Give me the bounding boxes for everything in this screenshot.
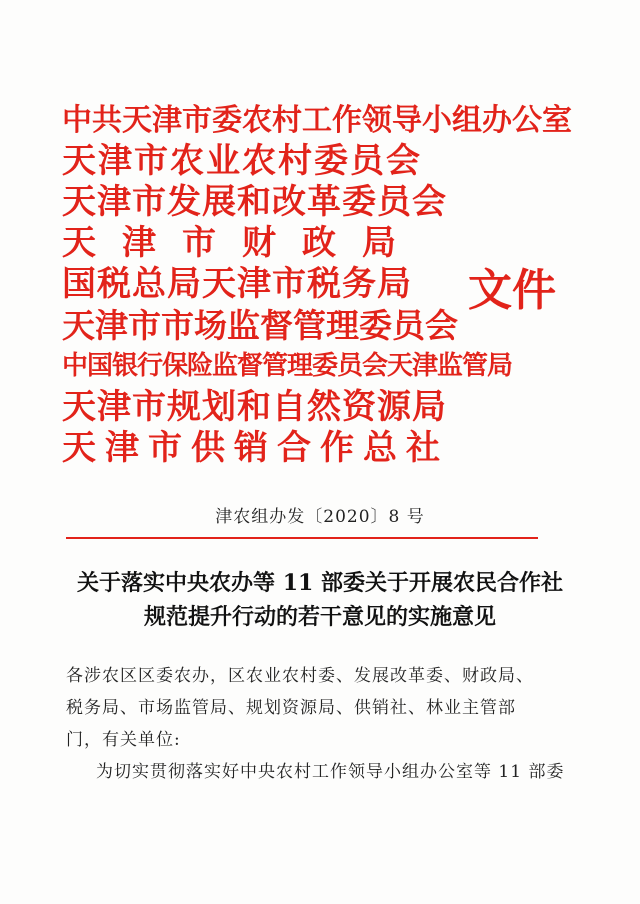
title-line-2: 规范提升行动的若干意见的实施意见 bbox=[143, 604, 496, 630]
issuer-line: 天津市规划和自然资源局 bbox=[62, 387, 447, 427]
document-number: 津农组办发〔2020〕8 号 bbox=[215, 507, 425, 527]
issuer-line: 中国银行保险监督管理委员会天津监管局 bbox=[62, 351, 513, 381]
addressee-paragraph: 各涉农区区委农办，区农业农村委、发展改革委、财政局、税务局、市场监管局、规划资源局、供销社、林业主管部门，有关单位: bbox=[66, 666, 534, 750]
issuer-line: 中共天津市委农村工作领导小组办公室 bbox=[62, 103, 572, 138]
title-line-1: 关于落实中央农办等 11 部委关于开展农民合作社 bbox=[77, 570, 563, 596]
body-paragraph: 为切实贯彻落实好中央农村工作领导小组办公室等 11 部委 bbox=[96, 762, 565, 782]
issuer-line: 天津市财政局 bbox=[62, 223, 422, 263]
red-separator-line bbox=[66, 537, 538, 539]
issuer-line: 天津市农业农村委员会 bbox=[62, 141, 422, 181]
document-title bbox=[0, 566, 640, 634]
issuer-line: 天津市市场监督管理委员会 bbox=[62, 306, 458, 345]
document-type-label: 文件 bbox=[468, 265, 556, 316]
issuer-line: 天津市发展和改革委员会 bbox=[62, 182, 447, 222]
issuer-line: 天津市供销合作总社 bbox=[62, 428, 449, 468]
issuer-line: 国税总局天津市税务局 bbox=[62, 264, 412, 304]
